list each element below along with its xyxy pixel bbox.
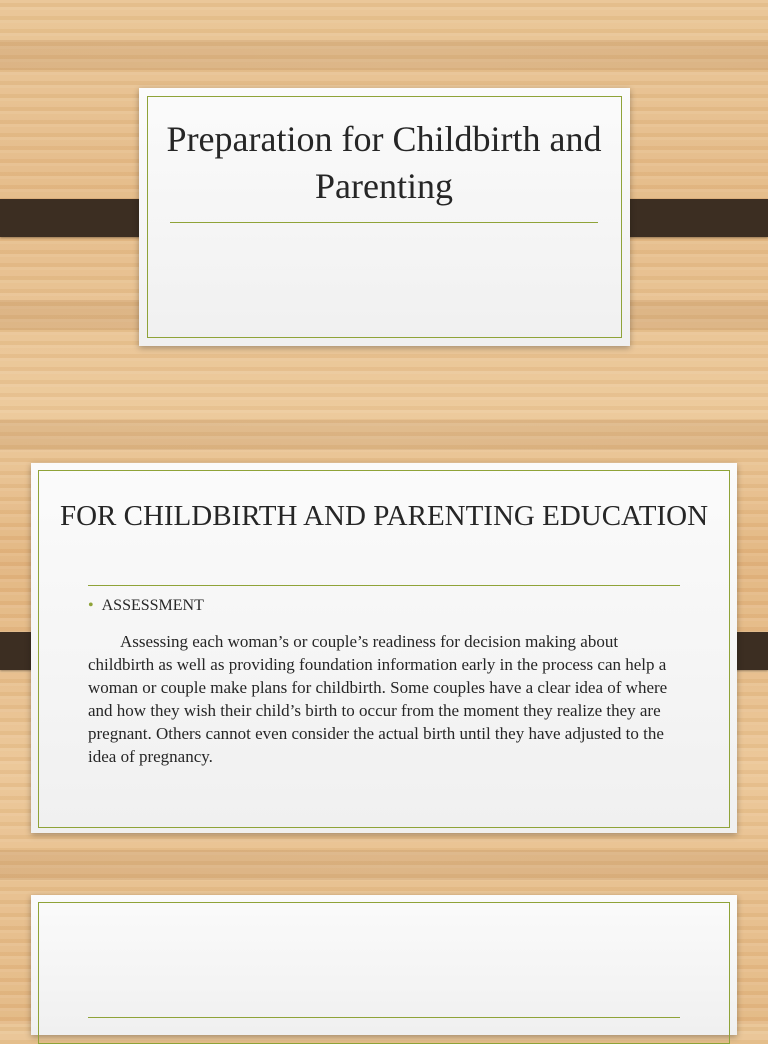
slide-1-left-tab: [0, 199, 155, 237]
slide-1-right-tab: [613, 199, 768, 237]
wood-grain: [0, 40, 768, 70]
assessment-bullet: [88, 597, 204, 615]
slide-1-title: Preparation for Childbirth and Parenting: [166, 119, 602, 206]
slide-3-title-rule: [88, 1017, 680, 1018]
slide-1-title-rule: [170, 222, 598, 223]
assessment-body: Assessing each woman’s or couple’s readiness for decision making about childbirth as well as providing foundation information early in the process can help a woman or couple make plans for childbirth. Some couples have a clear idea of where and how they wish their child’s birth to occur from the moment they realize they are pregnant. Others cannot even consider the actual birth until they have adjusted to the idea of pregnancy.: [88, 632, 668, 766]
bullet-marker: •: [88, 597, 94, 614]
wood-grain: [0, 420, 768, 450]
slide-2-title: FOR CHILDBIRTH AND PARENTING EDUCATION: [59, 500, 709, 532]
slide-3-frame: [38, 902, 730, 1044]
slide-2-title-rule: [88, 585, 680, 586]
slide-3[interactable]: [31, 895, 737, 1035]
assessment-heading: ASSESSMENT: [101, 597, 204, 614]
wood-grain: [0, 850, 768, 880]
